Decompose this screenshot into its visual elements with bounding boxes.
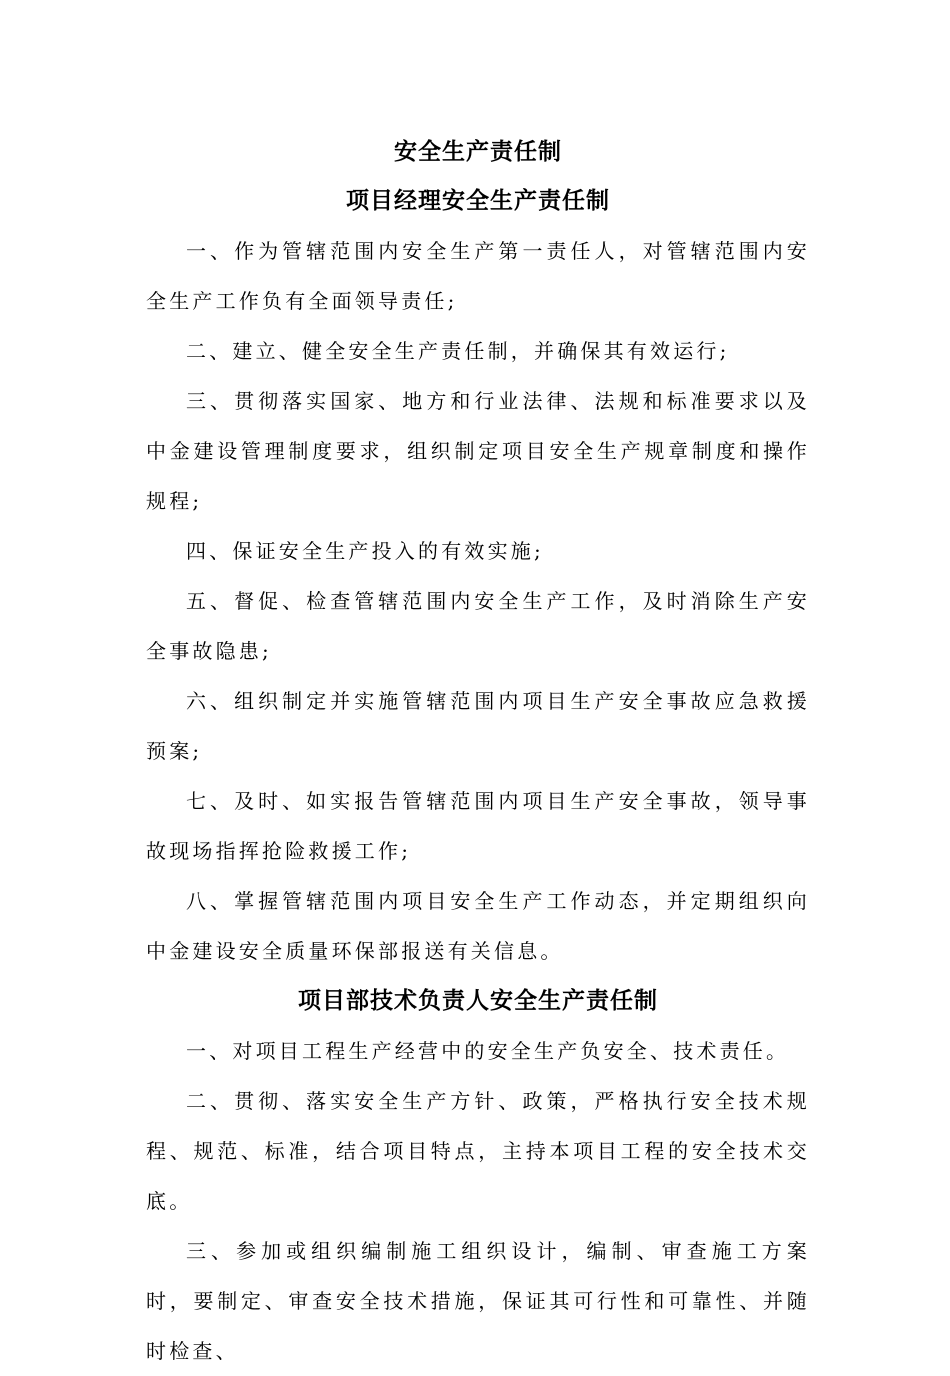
paragraph: 一、作为管辖范围内安全生产第一责任人，对管辖范围内安全生产工作负有全面领导责任; xyxy=(146,239,810,313)
paragraph: 五、督促、检查管辖范围内安全生产工作，及时消除生产安全事故隐患; xyxy=(146,589,810,663)
paragraph: 一、对项目工程生产经营中的安全生产负安全、技术责任。 xyxy=(186,1039,790,1063)
document-title: 安全生产责任制 xyxy=(394,138,562,165)
paragraph: 六、组织制定并实施管辖范围内项目生产安全事故应急救援预案; xyxy=(146,689,810,763)
paragraph: 七、及时、如实报告管辖范围内项目生产安全事故，领导事故现场指挥抢险救援工作; xyxy=(146,789,810,863)
section-heading: 项目部技术负责人安全生产责任制 xyxy=(298,987,658,1014)
section-heading: 项目经理安全生产责任制 xyxy=(346,187,610,214)
paragraph: 二、建立、健全安全生产责任制，并确保其有效运行; xyxy=(186,339,730,363)
paragraph: 二、贯彻、落实安全生产方针、政策，严格执行安全技术规程、规范、标准，结合项目特点，主持本项目工程的安全技术交底。 xyxy=(146,1089,810,1213)
section-technical-lead xyxy=(146,976,810,1376)
paragraph: 八、掌握管辖范围内项目安全生产工作动态，并定期组织向中金建设安全质量环保部报送有关信息。 xyxy=(146,889,810,963)
section-project-manager xyxy=(146,176,810,976)
paragraph: 三、贯彻落实国家、地方和行业法律、法规和标准要求以及中金建设管理制度要求，组织制定项目安全生产规章制度和操作规程; xyxy=(146,389,810,513)
document-content xyxy=(146,128,810,1376)
paragraph: 四、保证安全生产投入的有效实施; xyxy=(186,539,544,563)
paragraph: 三、参加或组织编制施工组织设计，编制、审查施工方案时，要制定、审查安全技术措施，保证其可行性和可靠性、并随时检查、 xyxy=(146,1239,810,1363)
